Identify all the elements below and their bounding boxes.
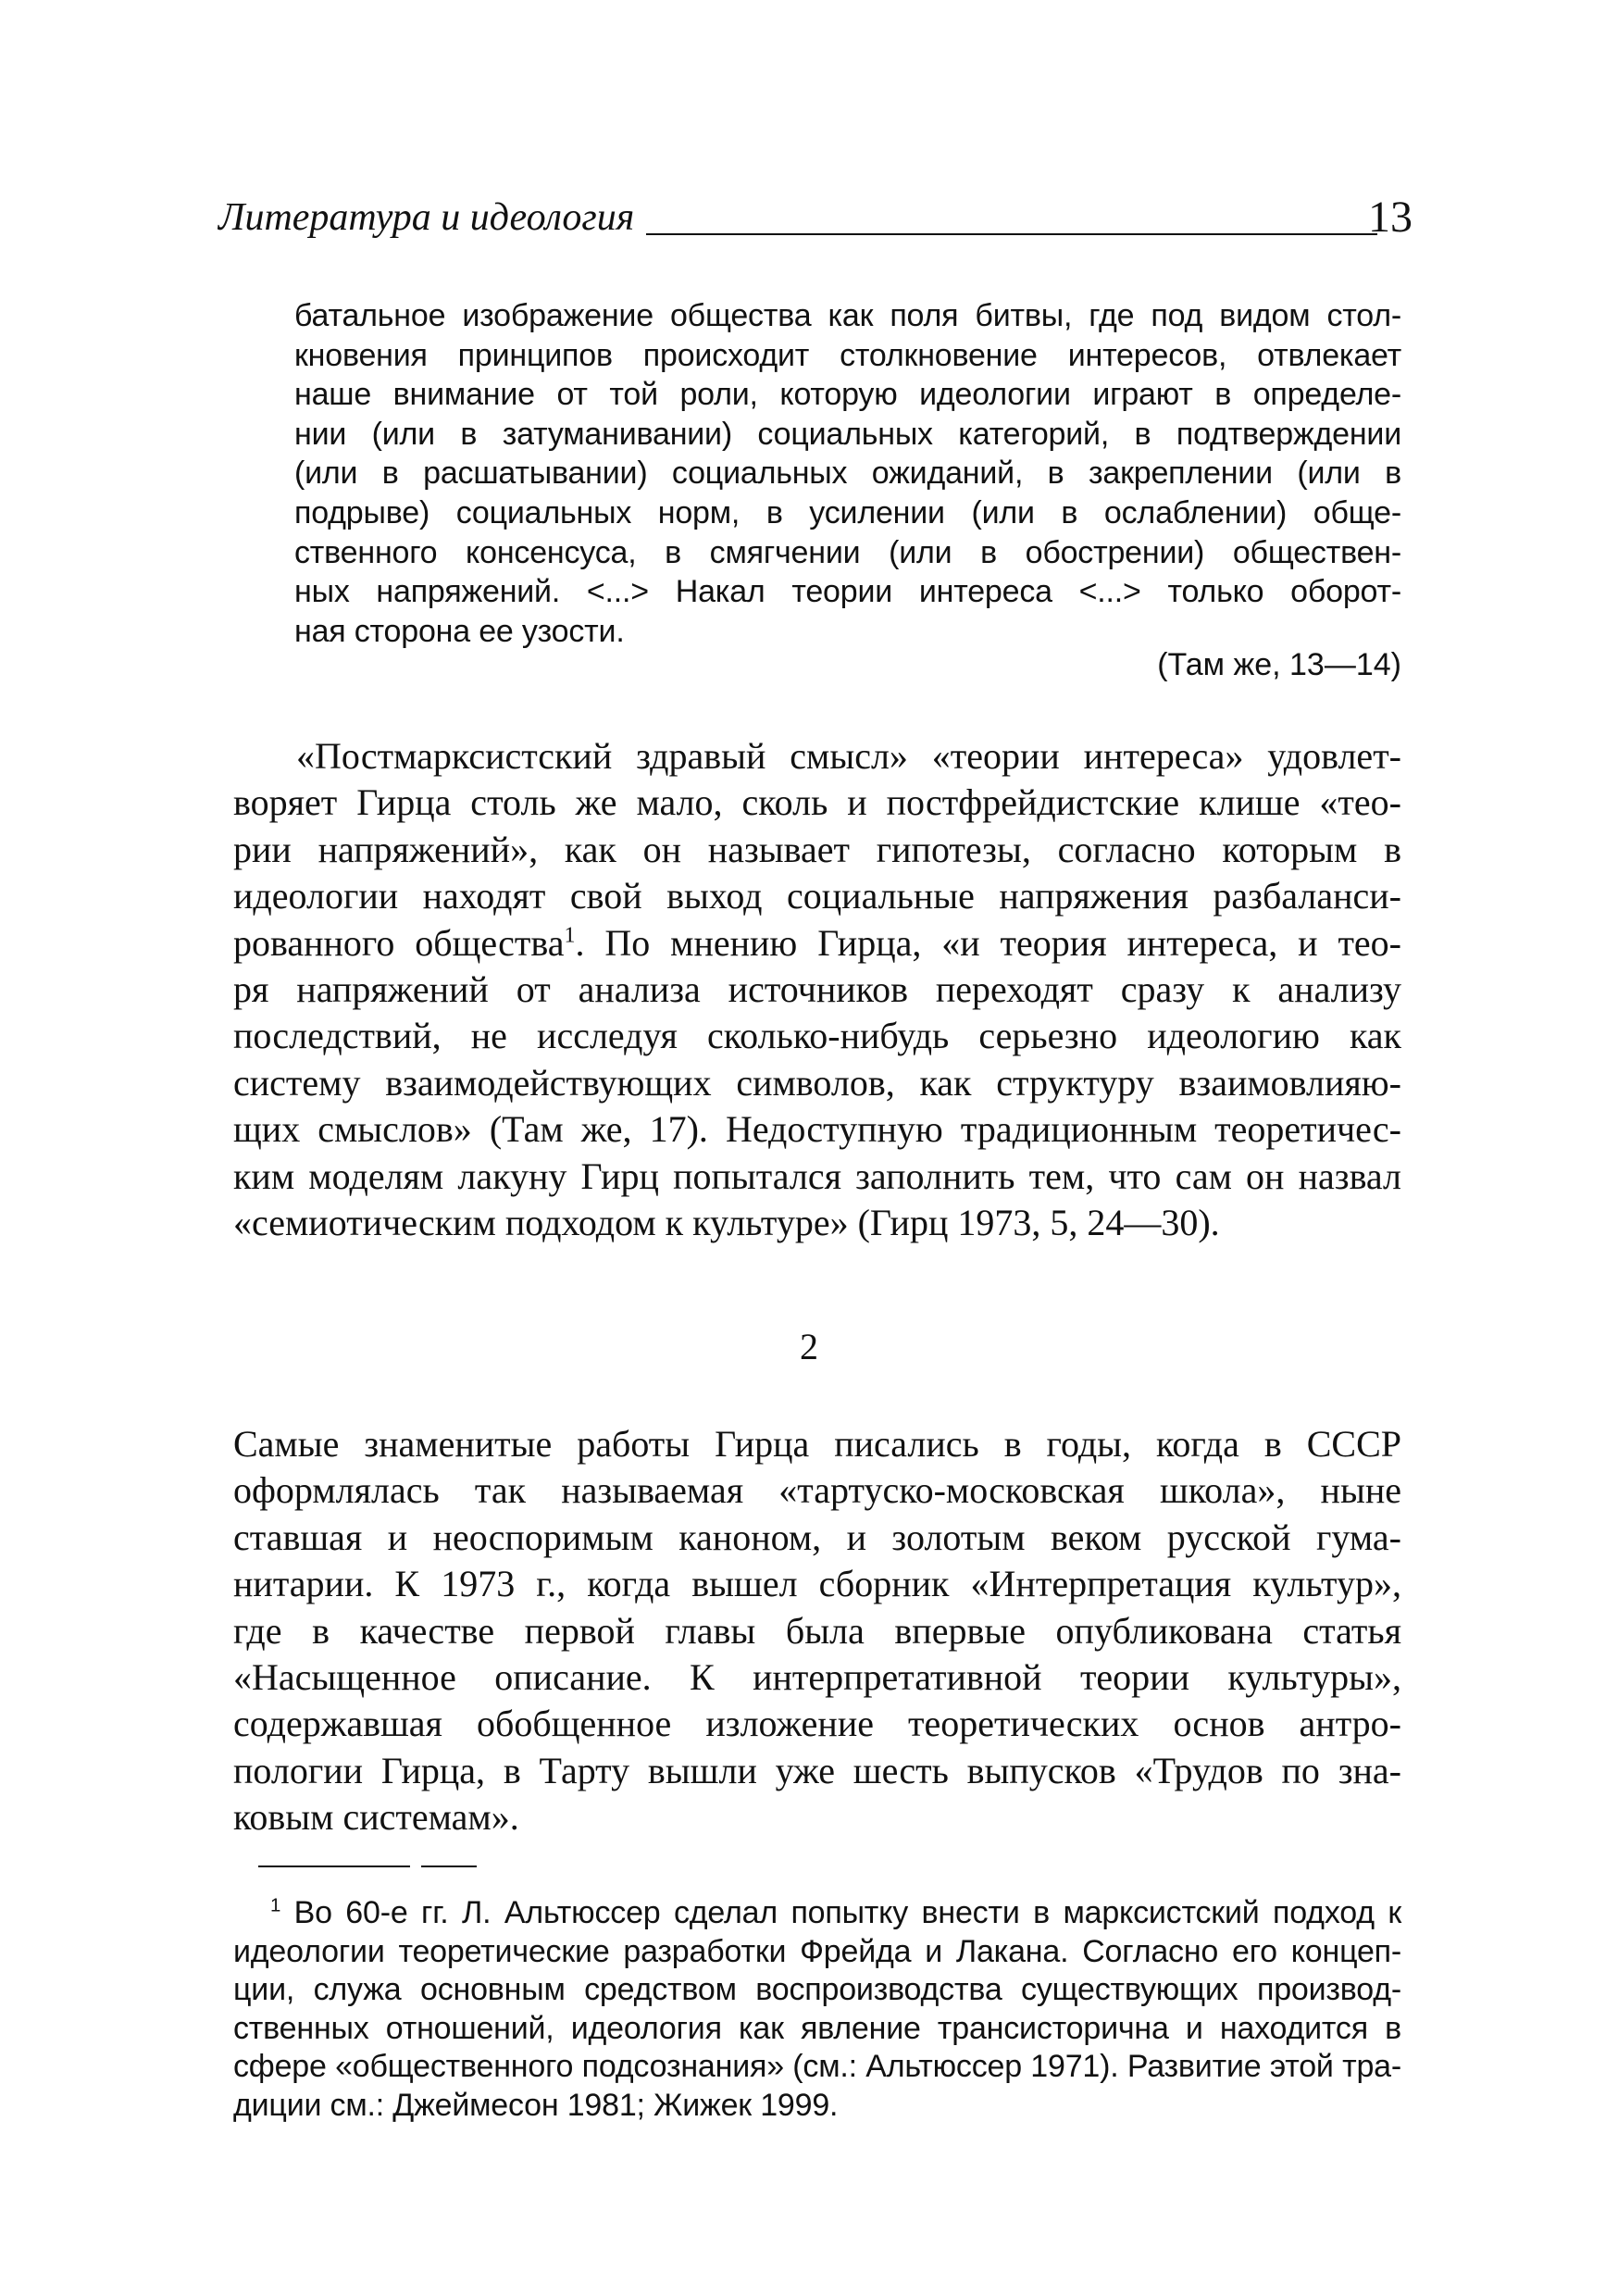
header-rule xyxy=(646,233,1377,235)
page-number: 13 xyxy=(1368,193,1413,242)
paragraph-line: систему взаимодействующих символов, как структуру взаимовлияю- xyxy=(233,1061,1401,1104)
paragraph-line: «Насыщенное описание. К интерпретативной теории культуры», xyxy=(233,1656,1401,1699)
footnote-line: идеологии теоретические разработки Фрейда и Лакана. Согласно его концеп- xyxy=(233,1933,1401,1969)
quote-line: ная сторона ее узости. xyxy=(294,613,625,649)
paragraph-line: щих смыслов» (Там же, 17). Недоступную традиционным теоретичес- xyxy=(233,1108,1401,1151)
paragraph-line: «Постмарксистский здравый смысл» «теории интереса» удовлет- xyxy=(296,735,1401,777)
footnote-line: диции см.: Джеймесон 1981; Жижек 1999. xyxy=(233,2087,839,2123)
quote-line: нии (или в затуманивании) социальных категорий, в подтверждении xyxy=(294,416,1401,452)
paragraph-line: Самые знаменитые работы Гирца писались в годы, когда в СССР xyxy=(233,1423,1401,1465)
footnote-separator xyxy=(421,1866,477,1867)
section-number: 2 xyxy=(800,1326,818,1367)
paragraph-line: где в качестве первой главы была впервые опубликована статья xyxy=(233,1609,1401,1652)
quote-line: наше внимание от той роли, которую идеологии играют в определе- xyxy=(294,377,1401,413)
footnote-marker: 1 xyxy=(270,1895,281,1916)
paragraph-line: ким моделям лакуну Гирц попытался заполнить тем, что сам он назвал xyxy=(233,1154,1401,1197)
quote-line: батальное изображение общества как поля битвы, где под видом стол- xyxy=(294,298,1401,333)
paragraph-line: ковым системам». xyxy=(233,1796,519,1839)
quote-source: (Там же, 13—14) xyxy=(1157,647,1401,682)
quote-line: (или в расшатывании) социальных ожиданий, в закреплении (или в xyxy=(294,455,1401,492)
paragraph-line: рии напряжений», как он называет гипотезы, согласно которым в xyxy=(233,828,1401,870)
footnote-separator xyxy=(258,1866,410,1867)
paragraph-line: ставшая и неоспоримым каноном, и золотым веком русской гума- xyxy=(233,1516,1401,1558)
quote-line: ственного консенсуса, в смягчении (или в обострении) обществен- xyxy=(294,534,1401,570)
footnote-text: Во 60-е гг. Л. Альтюссер сделал попытку внести в марксистский подход к xyxy=(293,1895,1401,1930)
paragraph-1 xyxy=(233,733,1401,1246)
paragraph-line xyxy=(233,920,1401,967)
paragraph-line: оформлялась так называемая «тартуско-московская школа», ныне xyxy=(233,1469,1401,1512)
footnote-reference[interactable]: 1 xyxy=(564,923,576,948)
paragraph-line: последствий, не исследуя сколько-нибудь серьезно идеологию как xyxy=(233,1015,1401,1057)
paragraph-line: нитарии. К 1973 г., когда вышел сборник «Интерпретация культур», xyxy=(233,1563,1401,1605)
paragraph-line: содержавшая обобщенное изложение теоретических основ антро- xyxy=(233,1703,1401,1745)
paragraph-line: ря напряжений от анализа источников переходят сразу к анализу xyxy=(233,968,1401,1011)
paragraph-line: пологии Гирца, в Тарту вышли уже шесть выпусков «Трудов по зна- xyxy=(233,1749,1401,1791)
block-quote xyxy=(294,296,1401,651)
quote-line: подрыве) социальных норм, в усилении (или в ослаблении) обще- xyxy=(294,494,1401,530)
running-header xyxy=(218,190,1413,255)
quote-line: ных напряжений. <...> Накал теории интереса <...> только оборот- xyxy=(294,574,1401,610)
footnote-line: сфере «общественного подсознания» (см.: Альтюссер 1971). Развитие этой тра- xyxy=(233,2049,1401,2085)
running-title: Литература и идеология xyxy=(218,190,640,245)
paragraph-text: . По мнению Гирца, «и теория интереса, и тео- xyxy=(575,921,1402,964)
paragraph-2 xyxy=(233,1421,1401,1841)
footnote-line: ции, служа основным средством воспроизводства существующих производ- xyxy=(233,1972,1401,2008)
footnote-line xyxy=(233,1894,1401,1933)
paragraph-line: идеологии находят свой выход социальные напряжения разбаланси- xyxy=(233,875,1401,917)
paragraph-line: «семиотическим подходом к культуре» (Гирц 1973, 5, 24—30). xyxy=(233,1202,1220,1244)
quote-line: кновения принципов происходит столкновение интересов, отвлекает xyxy=(294,337,1401,373)
paragraph-text: рованного общества xyxy=(233,921,565,964)
paragraph-line: воряет Гирца столь же мало, сколь и постфрейдистские клише «тео- xyxy=(233,781,1401,824)
footnote-line: ственных отношений, идеология как явление трансисторична и находится в xyxy=(233,2010,1401,2046)
footnote xyxy=(233,1894,1401,2126)
